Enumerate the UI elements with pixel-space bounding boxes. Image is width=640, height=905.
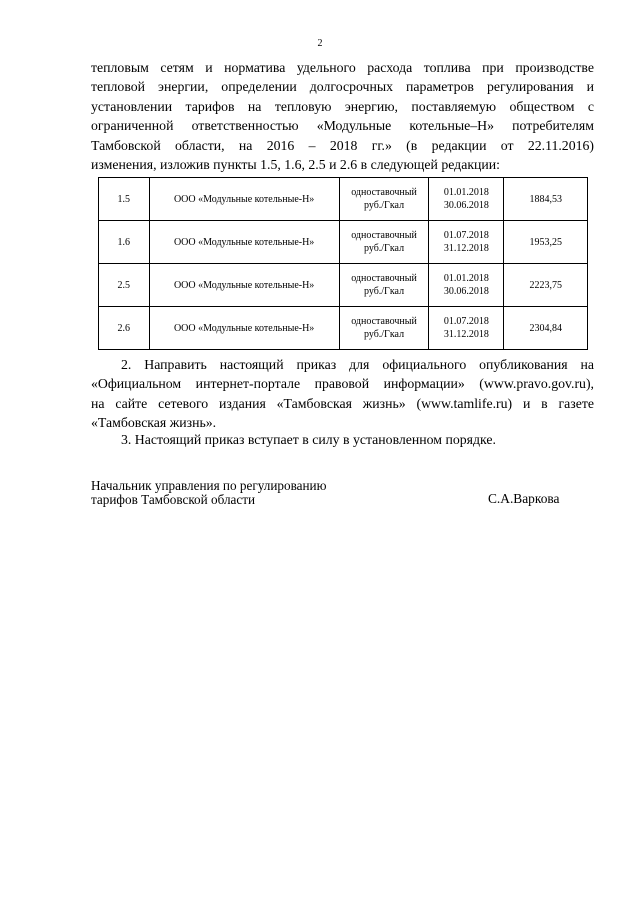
tariff-type-cell <box>339 221 429 264</box>
text-line: тепловой энергии, определении долгосрочных параметров регулирования и <box>91 79 594 95</box>
text-line: 2. Направить настоящий приказ для официального опубликования на <box>121 357 594 372</box>
tariff-type: одноставочный <box>351 230 417 241</box>
text-line: «Тамбовская жизнь». <box>91 415 217 431</box>
table-row <box>99 178 588 221</box>
text-line: тепловым сетям и норматива удельного расхода топлива при производстве <box>91 60 594 75</box>
tariff-value-cell: 2223,75 <box>504 264 588 307</box>
date-from: 01.01.2018 <box>443 187 489 198</box>
organization-cell: ООО «Модульные котельные-Н» <box>149 178 339 221</box>
period-cell <box>429 307 504 350</box>
row-number-cell: 2.5 <box>99 264 150 307</box>
date-to: 31.12.2018 <box>443 243 489 254</box>
date-from: 01.01.2018 <box>443 273 489 284</box>
table-row <box>99 221 588 264</box>
text-line: ограниченной ответственностью «Модульные котельные–Н» потребителям <box>91 118 594 134</box>
tariff-value-cell: 2304,84 <box>504 307 588 350</box>
period-cell <box>429 221 504 264</box>
text-line: 3. Настоящий приказ вступает в силу в установленном порядке. <box>121 432 496 447</box>
signatory-name: С.А.Варкова <box>488 491 560 506</box>
date-from: 01.07.2018 <box>443 230 489 241</box>
tariff-unit: руб./Гкал <box>363 200 405 211</box>
organization-cell: ООО «Модульные котельные-Н» <box>149 221 339 264</box>
signature-title-line-2: тарифов Тамбовской области <box>91 492 256 507</box>
tariff-unit: руб./Гкал <box>363 286 405 297</box>
text-line: на сайте сетевого издания «Тамбовская жизнь» (www.tamlife.ru) и в газете <box>91 395 594 411</box>
page-number: 2 <box>317 38 323 49</box>
tariff-type: одноставочный <box>351 273 417 284</box>
tariff-type-cell <box>339 307 429 350</box>
tariff-type-cell <box>339 178 429 221</box>
tariff-unit: руб./Гкал <box>363 243 405 254</box>
tariff-value-cell: 1953,25 <box>504 221 588 264</box>
date-from: 01.07.2018 <box>443 316 489 327</box>
tariff-table <box>98 177 588 350</box>
item-3-paragraph <box>91 430 594 449</box>
tariff-value-cell: 1884,53 <box>504 178 588 221</box>
period-cell <box>429 178 504 221</box>
signature-title-line-1: Начальник управления по регулированию <box>91 478 327 493</box>
date-to: 31.12.2018 <box>443 329 489 340</box>
tariff-type-cell <box>339 264 429 307</box>
table-row <box>99 307 588 350</box>
item-2-paragraph <box>91 355 594 433</box>
tariff-type: одноставочный <box>351 187 417 198</box>
text-line: изменения, изложив пункты 1.5, 1.6, 2.5 и 2.6 в следующей редакции: <box>91 157 501 173</box>
intro-paragraph <box>91 58 594 174</box>
text-line: Тамбовской области, на 2016 – 2018 гг.» (в редакции от 22.11.2016) <box>91 137 594 153</box>
text-line: «Официальном интернет-портале правовой информации» (www.pravo.gov.ru), <box>91 376 594 392</box>
table-row <box>99 264 588 307</box>
date-to: 30.06.2018 <box>443 286 489 297</box>
date-to: 30.06.2018 <box>443 200 489 211</box>
tariff-type: одноставочный <box>351 316 417 327</box>
organization-cell: ООО «Модульные котельные-Н» <box>149 307 339 350</box>
period-cell <box>429 264 504 307</box>
organization-cell: ООО «Модульные котельные-Н» <box>149 264 339 307</box>
row-number-cell: 2.6 <box>99 307 150 350</box>
text-line: установлении тарифов на тепловую энергию, поставляемую обществом с <box>91 98 594 114</box>
tariff-unit: руб./Гкал <box>363 329 405 340</box>
row-number-cell: 1.5 <box>99 178 150 221</box>
row-number-cell: 1.6 <box>99 221 150 264</box>
